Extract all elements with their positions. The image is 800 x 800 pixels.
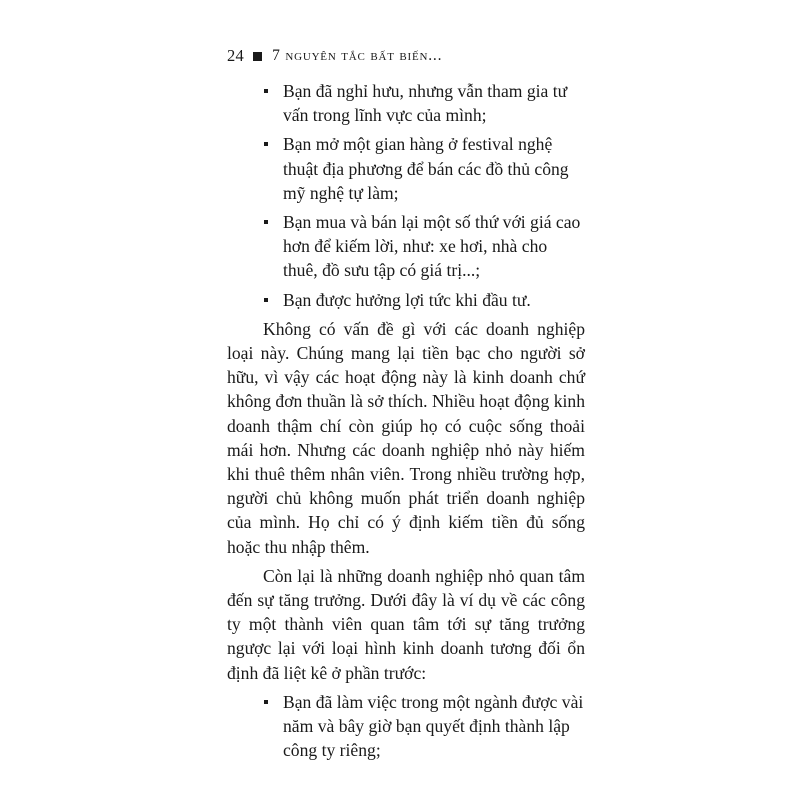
bullet-list-first [227,79,585,312]
running-head [227,44,627,68]
bullet-icon [264,700,268,704]
bullet-list-second [227,690,585,763]
list-item [283,288,585,312]
list-item [283,132,585,205]
list-item-text: Bạn đã nghỉ hưu, nhưng vẫn tham gia tư vấn trong lĩnh vực của mình; [283,81,568,126]
bullet-icon [264,220,268,224]
page-number: 24 [227,46,245,65]
bullet-icon [264,298,268,302]
body-text [227,79,585,767]
list-item-text: Bạn được hưởng lợi tức khi đầu tư. [283,289,531,310]
list-item-text: Bạn mua và bán lại một số thứ với giá cao hơn để kiếm lời, như: xe hơi, nhà cho thuê, đồ sưu tập có giá trị...; [283,212,581,281]
bullet-icon [264,89,268,93]
list-item [283,79,585,127]
paragraph: Không có vấn đề gì với các doanh nghiệp loại này. Chúng mang lại tiền bạc cho người sở hữu, vì vậy các hoạt động này là kinh doanh chứ không đơn thuần là sở thích. Nhiều hoạt động kinh doanh thậm chí còn giúp họ có cuộc sống thoải mái hơn. Nhưng các doanh nghiệp nhỏ này hiếm khi thuê thêm nhân viên. Trong nhiều trường hợp, người chủ không muốn phát triển doanh nghiệp của mình. Họ chỉ có ý định kiếm tiền đủ sống hoặc thu nhập thêm. [227,318,585,557]
book-title: 7 nguyên tắc bất biến... [272,47,443,64]
bullet-icon [264,142,268,146]
paragraph: Còn lại là những doanh nghiệp nhỏ quan tâm đến sự tăng trưởng. Dưới đây là ví dụ về các công ty một thành viên quan tâm tới sự tăng trưởng ngược lại với loại hình kinh doanh tương đối ổn định đã liệt kê ở phần trước: [227,565,585,683]
list-item [283,690,585,763]
list-item [283,210,585,283]
separator-square-icon [253,52,262,61]
list-item-text: Bạn mở một gian hàng ở festival nghệ thuật địa phương để bán các đồ thủ công mỹ nghệ tự làm; [283,134,569,203]
list-item-text: Bạn đã làm việc trong một ngành được vài năm và bây giờ bạn quyết định thành lập công ty riêng; [283,691,584,761]
